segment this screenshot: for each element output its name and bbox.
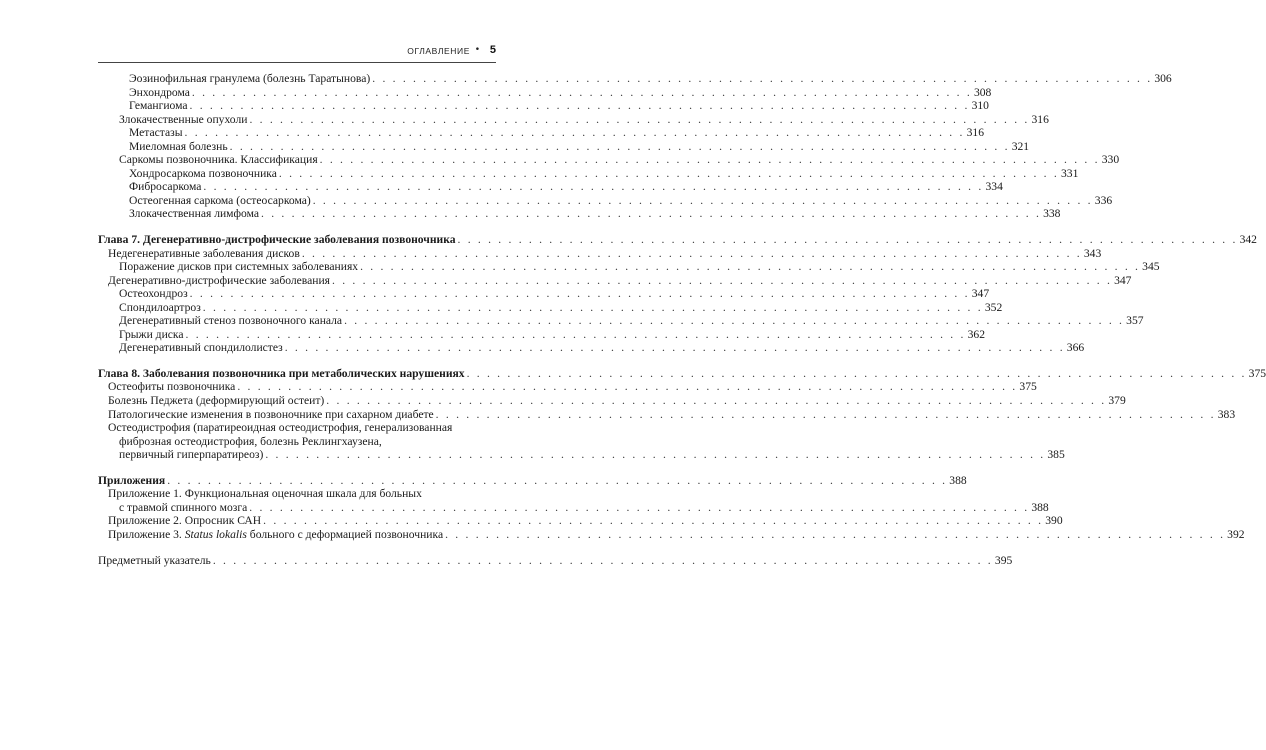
- dot-leader: . . . . . . . . . . . . . . . . . . . . . . . . . . . . . . . . . . . . . . . . . . . . . . . . . . . . . . . . . . . . . . . . . . . . . . . . . . . . .: [191, 85, 972, 99]
- toc-page-number: 306: [1154, 72, 1172, 85]
- toc-entry[interactable]: [98, 193, 1113, 208]
- dot-leader: . . . . . . . . . . . . . . . . . . . . . . . . . . . . . . . . . . . . . . . . . . . . . . . . . . . . . . . . . . . . . . . . . . . . . . . . . . . . .: [189, 287, 970, 301]
- toc-entry-label: с травмой спинного мозга: [119, 500, 248, 514]
- toc-page-number: 342: [1239, 233, 1257, 247]
- toc-entry-label: Миеломная болезнь: [129, 139, 228, 153]
- toc-page-number: 383: [1217, 407, 1236, 421]
- toc-entry-label: Недегенеративные заболевания дисков: [108, 246, 300, 260]
- dot-leader: . . . . . . . . . . . . . . . . . . . . . . . . . . . . . . . . . . . . . . . . . . . . . . . . . . . . . . . . . . . . . . . . . . . . . . . . . . . . .: [312, 193, 1093, 207]
- toc-entry[interactable]: [98, 500, 1049, 515]
- toc-entry[interactable]: [98, 407, 1236, 422]
- toc-entry[interactable]: [98, 300, 1003, 315]
- toc-entry[interactable]: [98, 180, 1003, 194]
- toc-page-number: 330: [1101, 153, 1120, 167]
- toc-entry-label: Злокачественная лимфома: [129, 207, 260, 221]
- toc-page-number: 388: [949, 473, 967, 487]
- toc-page-number: 347: [1114, 273, 1132, 287]
- toc-entry-label: Энхондрома: [129, 85, 190, 99]
- dot-leader: . . . . . . . . . . . . . . . . . . . . . . . . . . . . . . . . . . . . . . . . . . . . . . . . . . . . . . . . . . . . . . . . . . . . . . . . . . . . .: [326, 394, 1107, 408]
- dot-leader: . . . . . . . . . . . . . . . . . . . . . . . . . . . . . . . . . . . . . . . . . . . . . . . . . . . . . . . . . . . . . . . . . . . . . . . . . . . . .: [360, 260, 1141, 274]
- toc-entry-label: Поражение дисков при системных заболеваниях: [119, 260, 359, 274]
- toc-page-number: 385: [1047, 448, 1065, 462]
- toc-entry[interactable]: [98, 394, 1126, 408]
- dot-leader: . . . . . . . . . . . . . . . . . . . . . . . . . . . . . . . . . . . . . . . . . . . . . . . . . . . . . . . . . . . . . . . . . . . . . . . . . . . . .: [466, 366, 1247, 380]
- toc-page-number: 331: [1060, 166, 1079, 180]
- toc-page-number: 362: [967, 327, 985, 341]
- toc-page-number: 347: [971, 287, 990, 301]
- dot-leader: . . . . . . . . . . . . . . . . . . . . . . . . . . . . . . . . . . . . . . . . . . . . . . . . . . . . . . . . . . . . . . . . . . . . . . . . . . . . .: [445, 527, 1226, 541]
- toc-page-number: 357: [1126, 314, 1144, 328]
- dot-leader: . . . . . . . . . . . . . . . . . . . . . . . . . . . . . . . . . . . . . . . . . . . . . . . . . . . . . . . . . . . . . . . . . . . . . . . . . . . . .: [189, 99, 970, 113]
- section-gap: [98, 355, 496, 367]
- toc-page-number: 390: [1045, 514, 1063, 528]
- toc-page-number: 316: [1031, 112, 1049, 126]
- toc-entry[interactable]: [98, 448, 1065, 462]
- toc-entry[interactable]: [98, 514, 1063, 528]
- toc-entry-label: первичный гиперпаратиреоз): [119, 448, 264, 462]
- toc-entry-label: Болезнь Педжета (деформирующий остеит): [108, 394, 325, 408]
- toc-entry[interactable]: [98, 85, 992, 100]
- dot-leader: . . . . . . . . . . . . . . . . . . . . . . . . . . . . . . . . . . . . . . . . . . . . . . . . . . . . . . . . . . . . . . . . . . . . . . . . . . . . .: [261, 207, 1042, 221]
- toc-page-number: 343: [1083, 246, 1102, 260]
- toc-entry[interactable]: [98, 72, 1172, 86]
- toc-entry-label: Спондилоартроз: [119, 300, 201, 314]
- toc-page-number: 395: [994, 553, 1013, 567]
- toc-entry[interactable]: [98, 207, 1061, 221]
- dot-leader: . . . . . . . . . . . . . . . . . . . . . . . . . . . . . . . . . . . . . . . . . . . . . . . . . . . . . . . . . . . . . . . . . . . . . . . . . . . . .: [284, 341, 1065, 355]
- section-gap: [98, 542, 496, 554]
- dot-leader: . . . . . . . . . . . . . . . . . . . . . . . . . . . . . . . . . . . . . . . . . . . . . . . . . . . . . . . . . . . . . . . . . . . . . . . . . . . . .: [202, 300, 983, 314]
- toc-entry-label: Злокачественные опухоли: [119, 112, 248, 126]
- running-header: [98, 44, 496, 63]
- toc-entry[interactable]: [98, 166, 1079, 181]
- toc-chapter-entry[interactable]: [98, 473, 967, 488]
- toc-page-number: 336: [1094, 193, 1113, 207]
- toc-entry-continuation: Приложение 1. Функциональная оценочная шкала для больных: [108, 487, 422, 501]
- toc-entry[interactable]: [98, 314, 1144, 328]
- toc-entry-label: Предметный указатель: [98, 553, 211, 567]
- toc-entry-label: Метастазы: [129, 126, 183, 140]
- dot-leader: . . . . . . . . . . . . . . . . . . . . . . . . . . . . . . . . . . . . . . . . . . . . . . . . . . . . . . . . . . . . . . . . . . . . . . . . . . . . .: [249, 500, 1030, 514]
- toc-entry-label: Хондросаркома позвоночника: [129, 166, 277, 180]
- toc-entry-label: Приложения: [98, 473, 166, 487]
- dot-leader: . . . . . . . . . . . . . . . . . . . . . . . . . . . . . . . . . . . . . . . . . . . . . . . . . . . . . . . . . . . . . . . . . . . . . . . . . . . . .: [167, 473, 948, 487]
- toc-entry-label: Глава 8. Заболевания позвоночника при метаболических нарушениях: [98, 366, 465, 380]
- dot-leader: . . . . . . . . . . . . . . . . . . . . . . . . . . . . . . . . . . . . . . . . . . . . . . . . . . . . . . . . . . . . . . . . . . . . . . . . . . . . .: [249, 112, 1030, 126]
- toc-entry[interactable]: [98, 527, 1245, 542]
- section-gap: [98, 462, 496, 474]
- toc-entry[interactable]: [98, 287, 990, 301]
- toc-entry[interactable]: [98, 99, 989, 113]
- toc-page-number: 345: [1142, 260, 1160, 274]
- dot-leader: . . . . . . . . . . . . . . . . . . . . . . . . . . . . . . . . . . . . . . . . . . . . . . . . . . . . . . . . . . . . . . . . . . . . . . . . . . . . .: [344, 314, 1125, 328]
- dot-leader: . . . . . . . . . . . . . . . . . . . . . . . . . . . . . . . . . . . . . . . . . . . . . . . . . . . . . . . . . . . . . . . . . . . . . . . . . . . . .: [212, 553, 993, 567]
- dot-leader: . . . . . . . . . . . . . . . . . . . . . . . . . . . . . . . . . . . . . . . . . . . . . . . . . . . . . . . . . . . . . . . . . . . . . . . . . . . . .: [435, 407, 1216, 421]
- toc-chapter-entry[interactable]: [98, 233, 1257, 247]
- toc-entry[interactable]: [98, 112, 1049, 127]
- dot-leader: . . . . . . . . . . . . . . . . . . . . . . . . . . . . . . . . . . . . . . . . . . . . . . . . . . . . . . . . . . . . . . . . . . . . . . . . . . . . .: [457, 233, 1238, 247]
- toc-entry-label-part: больного с деформацией позвоночника: [246, 527, 444, 541]
- toc-entry[interactable]: [98, 126, 984, 140]
- dot-leader: . . . . . . . . . . . . . . . . . . . . . . . . . . . . . . . . . . . . . . . . . . . . . . . . . . . . . . . . . . . . . . . . . . . . . . . . . . . . .: [184, 126, 965, 140]
- dot-leader: . . . . . . . . . . . . . . . . . . . . . . . . . . . . . . . . . . . . . . . . . . . . . . . . . . . . . . . . . . . . . . . . . . . . . . . . . . . . .: [278, 166, 1059, 180]
- dot-leader: . . . . . . . . . . . . . . . . . . . . . . . . . . . . . . . . . . . . . . . . . . . . . . . . . . . . . . . . . . . . . . . . . . . . . . . . . . . . .: [263, 514, 1044, 528]
- dot-leader: . . . . . . . . . . . . . . . . . . . . . . . . . . . . . . . . . . . . . . . . . . . . . . . . . . . . . . . . . . . . . . . . . . . . . . . . . . . . .: [185, 327, 966, 341]
- toc-entry[interactable]: [98, 380, 1037, 394]
- toc-entry-label: Дегенеративно-дистрофические заболевания: [108, 273, 331, 287]
- toc-entry-label: Остеогенная саркома (остеосаркома): [129, 193, 311, 207]
- dot-leader: . . . . . . . . . . . . . . . . . . . . . . . . . . . . . . . . . . . . . . . . . . . . . . . . . . . . . . . . . . . . . . . . . . . . . . . . . . . . .: [319, 153, 1100, 167]
- toc-entry-label: Эозинофильная гранулема (болезнь Таратынова): [129, 72, 371, 85]
- toc-entry-label: Остеофиты позвоночника: [108, 380, 236, 394]
- toc-page-number: 338: [1043, 207, 1061, 221]
- section-gap: [98, 221, 496, 233]
- toc-entry-label: Глава 7. Дегенеративно-дистрофические заболевания позвоночника: [98, 233, 456, 247]
- running-header-title: ОГЛАВЛЕНИЕ: [407, 46, 470, 56]
- toc-page-number: 375: [1019, 380, 1037, 394]
- toc-page-number: 310: [971, 99, 989, 113]
- toc-chapter-entry[interactable]: [98, 366, 1266, 381]
- toc-entry[interactable]: [98, 273, 1132, 288]
- toc-page-number: 352: [984, 300, 1003, 314]
- toc-entry-continuation: фиброзная остеодистрофия, болезнь Реклингхаузена,: [119, 434, 382, 448]
- toc-page-number: 321: [1011, 139, 1030, 153]
- toc-entry[interactable]: [98, 246, 1102, 261]
- toc-entry-label: Приложение 2. Опросник САН: [108, 514, 262, 528]
- toc-entry[interactable]: [98, 139, 1030, 154]
- dot-leader: . . . . . . . . . . . . . . . . . . . . . . . . . . . . . . . . . . . . . . . . . . . . . . . . . . . . . . . . . . . . . . . . . . . . . . . . . . . . .: [332, 273, 1113, 287]
- toc-entry[interactable]: [98, 260, 1160, 274]
- dot-leader: . . . . . . . . . . . . . . . . . . . . . . . . . . . . . . . . . . . . . . . . . . . . . . . . . . . . . . . . . . . . . . . . . . . . . . . . . . . . .: [203, 180, 984, 194]
- toc-page-number: 379: [1108, 394, 1126, 408]
- toc-page-number: 308: [973, 85, 992, 99]
- table-of-contents: [98, 72, 1266, 567]
- toc-entry-label: Гемангиома: [129, 99, 188, 113]
- toc-entry-label-part: Приложение 3.: [108, 527, 185, 541]
- toc-page-number: 375: [1248, 366, 1266, 380]
- toc-entry-label: Патологические изменения в позвоночнике при сахарном диабете: [108, 407, 434, 421]
- toc-entry-label-part: Status lokalis: [184, 527, 247, 541]
- dot-leader: . . . . . . . . . . . . . . . . . . . . . . . . . . . . . . . . . . . . . . . . . . . . . . . . . . . . . . . . . . . . . . . . . . . . . . . . . . . . .: [237, 380, 1018, 394]
- toc-page-number: 334: [985, 180, 1003, 194]
- bullet-icon: •: [474, 45, 480, 55]
- dot-leader: . . . . . . . . . . . . . . . . . . . . . . . . . . . . . . . . . . . . . . . . . . . . . . . . . . . . . . . . . . . . . . . . . . . . . . . . . . . . .: [229, 139, 1010, 153]
- toc-page-number: 316: [966, 126, 984, 140]
- toc-entry-label: [108, 528, 443, 542]
- dot-leader: . . . . . . . . . . . . . . . . . . . . . . . . . . . . . . . . . . . . . . . . . . . . . . . . . . . . . . . . . . . . . . . . . . . . . . . . . . . . .: [301, 246, 1082, 260]
- dot-leader: . . . . . . . . . . . . . . . . . . . . . . . . . . . . . . . . . . . . . . . . . . . . . . . . . . . . . . . . . . . . . . . . . . . . . . . . . . . . .: [265, 448, 1046, 462]
- toc-entry[interactable]: [98, 341, 1085, 355]
- toc-entry-label: Фибросаркома: [129, 180, 202, 194]
- toc-entry-label: Дегенеративный стеноз позвоночного канала: [119, 314, 343, 328]
- toc-entry-label: Саркомы позвоночника. Классификация: [119, 153, 318, 167]
- toc-page-number: 366: [1066, 341, 1085, 355]
- toc-entry-label: Грыжи диска: [119, 327, 184, 341]
- toc-entry[interactable]: [98, 153, 1120, 167]
- page-number: 5: [489, 44, 496, 56]
- toc-page-number: 388: [1031, 500, 1049, 514]
- toc-chapter-entry[interactable]: [98, 553, 1013, 568]
- toc-entry-label: Дегенеративный спондилолистез: [119, 341, 283, 355]
- toc-entry-label: Остеохондроз: [119, 287, 188, 301]
- toc-entry[interactable]: [98, 327, 985, 342]
- dot-leader: . . . . . . . . . . . . . . . . . . . . . . . . . . . . . . . . . . . . . . . . . . . . . . . . . . . . . . . . . . . . . . . . . . . . . . . . . . . . .: [372, 72, 1153, 85]
- toc-entry-continuation: Остеодистрофия (паратиреоидная остеодистрофия, генерализованная: [108, 421, 453, 435]
- toc-page-number: 392: [1227, 527, 1245, 541]
